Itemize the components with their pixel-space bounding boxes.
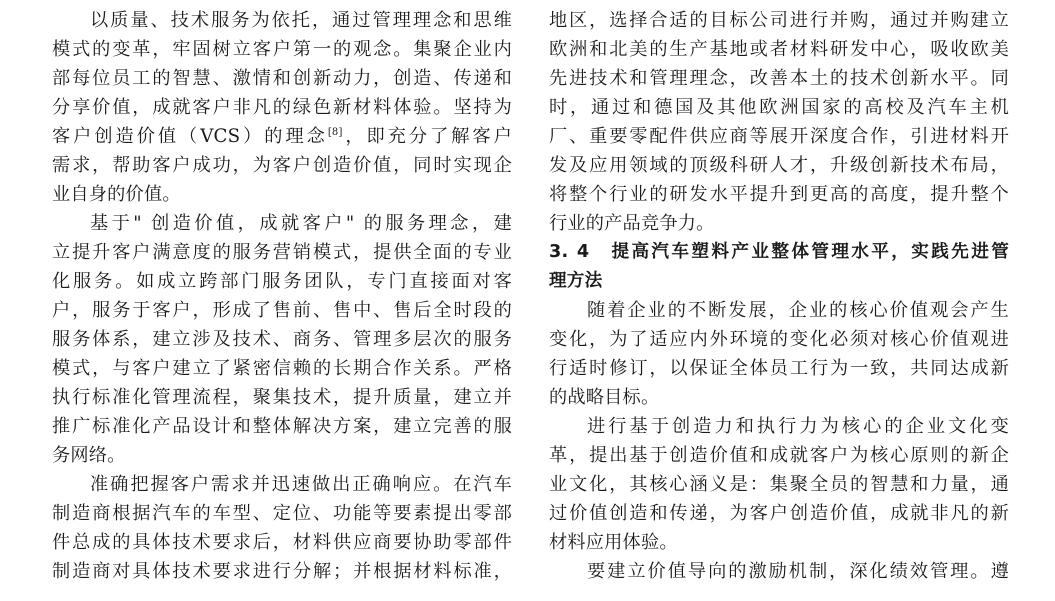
- text-line: 业自身的价值。: [52, 184, 181, 205]
- text-line: 革，提出基于创造价值和成就客户为核心原则的新企: [549, 445, 1009, 466]
- text-line: 欧洲和北美的生产基地或者材料研发中心，吸收欧美: [549, 39, 1009, 60]
- text-line: 随着企业的不断发展，企业的核心价值观会产生: [587, 300, 1009, 321]
- text-line: 要建立价值导向的激励机制，深化绩效管理。遵: [587, 561, 1009, 582]
- text-line: 务网络。: [52, 445, 126, 466]
- text-line: 推广标准化产品设计和整体解决方案，建立完善的服: [52, 416, 512, 437]
- text-line: 化服务。如成立跨部门服务团队，专门直接面对客: [52, 271, 512, 292]
- text-line: 准确把握客户需求并迅速做出正确响应。在汽车: [90, 474, 512, 495]
- text-line: 模式的变革，牢固树立客户第一的观念。集聚企业内: [52, 39, 512, 60]
- text-line: 厂、重要零配件供应商等展开深度合作，引进材料开: [549, 126, 1009, 147]
- text-line: 制造商根据汽车的车型、定位、功能等要素提出零部: [52, 503, 512, 524]
- text-line: 业文化，其核心涵义是：集聚全员的智慧和力量，通: [549, 474, 1009, 495]
- text-line: 制造商对具体技术要求进行分解；并根据材料标准，: [52, 561, 512, 582]
- text-line: 行业的产品竞争力。: [549, 213, 715, 234]
- left-column-text: [52, 6, 512, 586]
- text-line: 户，服务于客户，形成了售前、售中、售后全时段的: [52, 300, 512, 321]
- citation-marker: [8]: [327, 126, 343, 138]
- clipped-top-line: [52, 0, 512, 6]
- text-line: 先进技术和管理理念，改善本土的技术创新水平。同: [549, 68, 1009, 89]
- text-line: 材料应用体验。: [549, 532, 678, 553]
- text-line: 基于" 创造价值，成就客户" 的服务理念，建: [90, 213, 512, 234]
- text-line: 变化，为了适应内外环境的变化必须对核心价值观进: [549, 329, 1009, 350]
- right-column: [549, 0, 1009, 586]
- right-column-text: [549, 6, 1009, 586]
- text-line: 地区，选择合适的目标公司进行并购，通过并购建立: [549, 10, 1009, 31]
- section-heading-line: 3. 4 提高汽车塑料产业整体管理水平，实践先进管: [549, 242, 1009, 262]
- section-heading-line: 理方法: [549, 271, 603, 291]
- text-line: 立提升客户满意度的服务营销模式，提供全面的专业: [52, 242, 512, 263]
- text-line: 分享价值，成就客户非凡的绿色新材料体验。坚持为: [52, 97, 512, 118]
- clipped-top-line: [549, 0, 1009, 6]
- text-line: 以质量、技术服务为依托，通过管理理念和思维: [90, 10, 512, 31]
- text-line: 行适时修订，以保证全体员工行为一致，共同达成新: [549, 358, 1009, 379]
- text-line: 执行标准化管理流程，聚集技术，提升质量，建立并: [52, 387, 512, 408]
- text-line: 模式，与客户建立了紧密信赖的长期合作关系。严格: [52, 358, 512, 379]
- text-line: 进行基于创造力和执行力为核心的企业文化变: [587, 416, 1009, 437]
- text-line: 客户创造价值（VCS）的理念[8]，即充分了解客户: [52, 126, 512, 147]
- text-line: 部每位员工的智慧、激情和创新动力，创造、传递和: [52, 68, 512, 89]
- text-line: 过价值创造和传递，为客户创造价值，成就非凡的新: [549, 503, 1009, 524]
- left-column: [52, 0, 512, 586]
- text-line: 件总成的具体技术要求后，材料供应商要协助零部件: [52, 532, 512, 553]
- text-line: 需求，帮助客户成功，为客户创造价值，同时实现企: [52, 155, 512, 176]
- text-line: 发及应用领域的顶级科研人才，升级创新技术布局，: [549, 155, 1009, 176]
- text-line: 将整个行业的研发水平提升到更高的高度，提升整个: [549, 184, 1009, 205]
- text-line: 服务体系，建立涉及技术、商务、管理多层次的服务: [52, 329, 512, 350]
- text-line: 的战略目标。: [549, 387, 660, 408]
- text-line: 时，通过和德国及其他欧洲国家的高校及汽车主机: [549, 97, 1009, 118]
